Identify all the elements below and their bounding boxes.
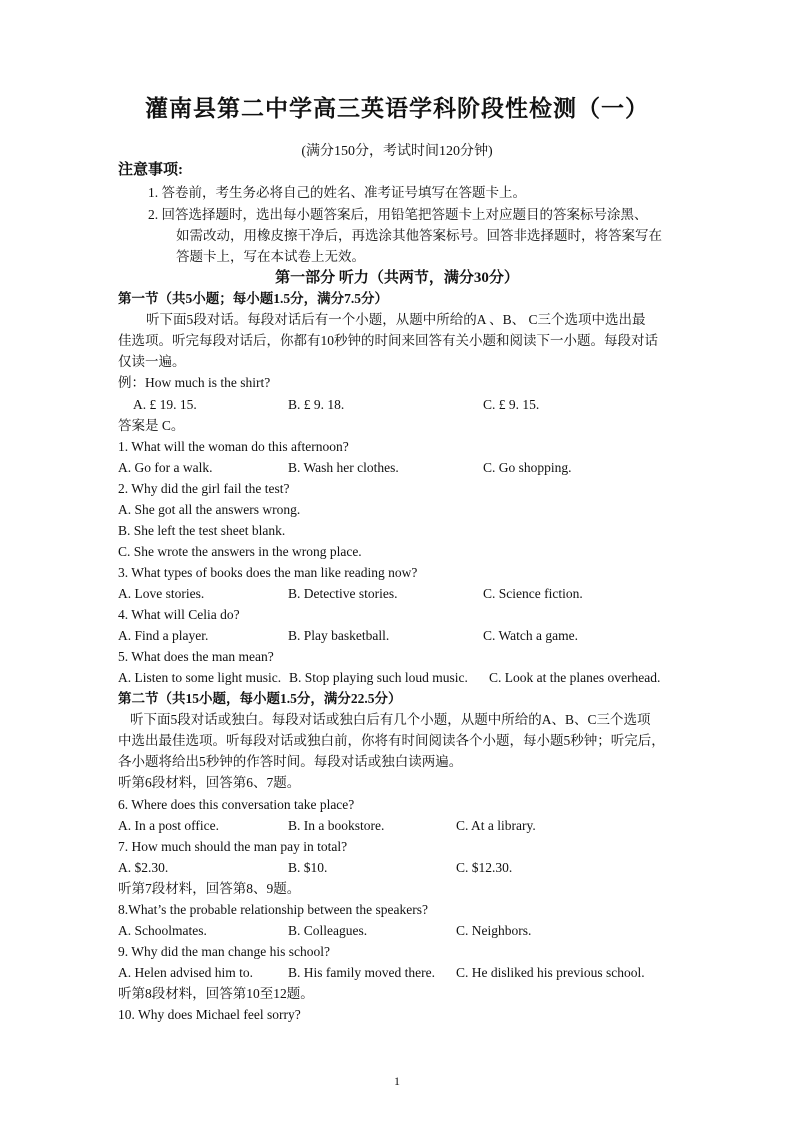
q2-option-a: A. She got all the answers wrong. xyxy=(118,502,301,517)
question-5: 5. What does the man mean? xyxy=(118,649,274,664)
q6-option-b: B. In a bookstore. xyxy=(288,818,385,833)
q8-option-c: C. Neighbors. xyxy=(456,923,532,938)
section1-intro-line-3: 仅读一遍。 xyxy=(118,354,186,369)
q3-option-b: B. Detective stories. xyxy=(288,586,398,601)
q1-option-c: C. Go shopping. xyxy=(483,460,572,475)
q9-option-b: B. His family moved there. xyxy=(288,965,435,980)
q1-option-a: A. Go for a walk. xyxy=(118,460,213,475)
example-option-b: B. £ 9. 18. xyxy=(288,397,345,412)
q3-option-c: C. Science fiction. xyxy=(483,586,583,601)
q5-option-a: A. Listen to some light music. xyxy=(118,670,282,685)
q8-option-b: B. Colleagues. xyxy=(288,923,368,938)
q2-option-b: B. She left the test sheet blank. xyxy=(118,523,286,538)
q5-option-b: B. Stop playing such loud music. xyxy=(289,670,468,685)
q1-option-b: B. Wash her clothes. xyxy=(288,460,399,475)
question-1: 1. What will the woman do this afternoon? xyxy=(118,439,349,454)
example-option-c: C. £ 9. 15. xyxy=(483,397,540,412)
material-7-instruction: 听第7段材料，回答第8、9题。 xyxy=(118,881,301,896)
q6-option-a: A. In a post office. xyxy=(118,818,219,833)
part1-heading: 第一部分 听力（共两节，满分30分） xyxy=(275,270,519,286)
example-option-a: A. £ 19. 15. xyxy=(133,397,197,412)
q7-option-a: A. $2.30. xyxy=(118,860,169,875)
q4-option-c: C. Watch a game. xyxy=(483,628,579,643)
notice-heading: 注意事项: xyxy=(118,162,183,178)
material-6-instruction: 听第6段材料，回答第6、7题。 xyxy=(118,775,301,790)
q4-option-a: A. Find a player. xyxy=(118,628,209,643)
q4-option-b: B. Play basketball. xyxy=(288,628,390,643)
section2-intro-line-3: 各小题将给出5秒钟的作答时间。每段对话或独白读两遍。 xyxy=(118,754,463,769)
section1-intro-line-2: 佳选项。听完每段对话后，你都有10秒钟的时间来回答有关小题和阅读下一小题。每段对话 xyxy=(118,333,658,348)
question-4: 4. What will Celia do? xyxy=(118,607,240,622)
notice-item-1: 1. 答卷前，考生务必将自己的姓名、准考证号填写在答题卡上。 xyxy=(148,185,526,200)
page-title: 灌南县第二中学高三英语学科阶段性检测（一） xyxy=(145,96,649,121)
question-7: 7. How much should the man pay in total? xyxy=(118,839,348,854)
q6-option-c: C. At a library. xyxy=(456,818,536,833)
notice-item-2-line-1: 2. 回答选择题时，选出每小题答案后，用铅笔把答题卡上对应题目的答案标号涂黑、 xyxy=(148,207,648,222)
q3-option-a: A. Love stories. xyxy=(118,586,205,601)
page-number: 1 xyxy=(394,1074,400,1088)
question-6: 6. Where does this conversation take place? xyxy=(118,797,355,812)
q9-option-a: A. Helen advised him to. xyxy=(118,965,253,980)
q8-option-a: A. Schoolmates. xyxy=(118,923,207,938)
question-10: 10. Why does Michael feel sorry? xyxy=(118,1007,301,1022)
exam-subtitle: (满分150分，考试时间120分钟) xyxy=(301,144,493,159)
question-3: 3. What types of books does the man like reading now? xyxy=(118,565,418,580)
q9-option-c: C. He disliked his previous school. xyxy=(456,965,645,980)
q5-option-c: C. Look at the planes overhead. xyxy=(489,670,661,685)
section2-intro-line-1: 听下面5段对话或独白。每段对话或独白后有几个小题，从题中所给的A、B、C三个选项 xyxy=(130,712,651,727)
notice-item-2-line-2: 如需改动，用橡皮擦干净后，再选涂其他答案标号。回答非选择题时，将答案写在 xyxy=(176,228,662,243)
section1-heading: 第一节（共5小题；每小题1.5分，满分7.5分） xyxy=(118,291,388,306)
notice-item-2-line-3: 答题卡上，写在本试卷上无效。 xyxy=(176,249,365,264)
material-8-instruction: 听第8段材料，回答第10至12题。 xyxy=(118,986,314,1001)
q7-option-b: B. $10. xyxy=(288,860,328,875)
question-9: 9. Why did the man change his school? xyxy=(118,944,330,959)
question-2: 2. Why did the girl fail the test? xyxy=(118,481,290,496)
example-answer: 答案是 C。 xyxy=(118,418,185,433)
section2-intro-line-2: 中选出最佳选项。听每段对话或独白前，你将有时间阅读各个小题，每小题5秒钟；听完后， xyxy=(118,733,665,748)
q7-option-c: C. $12.30. xyxy=(456,860,513,875)
example-question: 例：How much is the shirt? xyxy=(118,375,271,390)
section1-intro-line-1: 听下面5段对话。每段对话后有一个小题，从题中所给的A 、B、 C三个选项中选出最 xyxy=(146,312,646,327)
q2-option-c: C. She wrote the answers in the wrong place. xyxy=(118,544,362,559)
question-8: 8.What’s the probable relationship between the speakers? xyxy=(118,902,429,917)
section2-heading: 第二节（共15小题，每小题1.5分，满分22.5分） xyxy=(118,691,402,706)
